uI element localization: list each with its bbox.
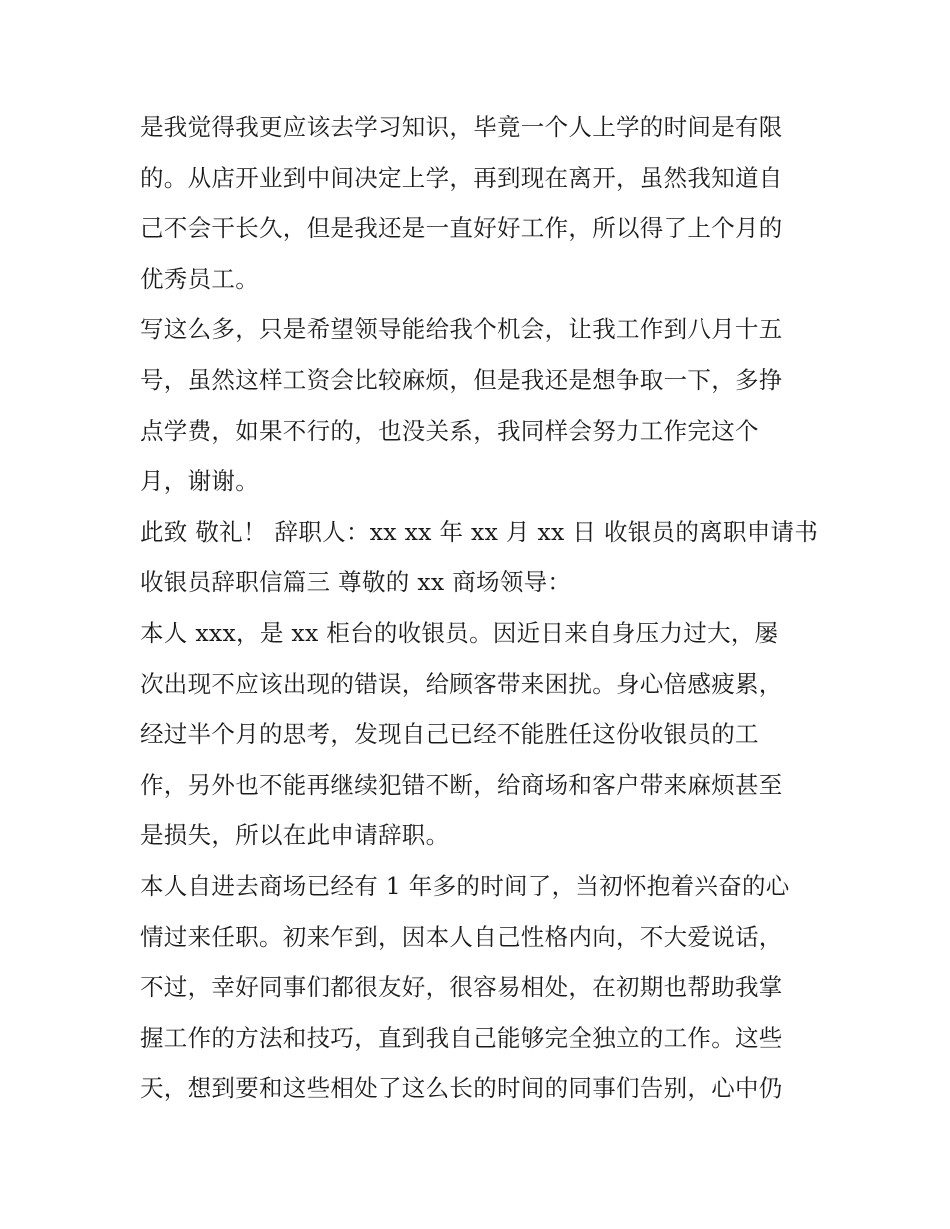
text-line: 己不会干长久，但是我还是一直好好工作，所以得了上个月的 bbox=[140, 214, 783, 243]
text-line: 天，想到要和这些相处了这么长的时间的同事们告别，心中仍 bbox=[140, 1074, 783, 1103]
text-line: 经过半个月的思考，发现自己已经不能胜任这份收银员的工 bbox=[140, 720, 759, 749]
text-line: 本人自进去商场已经有 1 年多的时间了，当初怀抱着兴奋的心 bbox=[140, 871, 790, 900]
text-line: 收银员辞职信篇三 尊敬的 xx 商场领导： bbox=[140, 568, 572, 597]
text-line: 点学费，如果不行的，也没关系，我同样会努力工作完这个 bbox=[140, 416, 759, 445]
text-line: 握工作的方法和技巧，直到我自己能够完全独立的工作。这些 bbox=[140, 1023, 783, 1052]
text-line: 情过来任职。初来乍到，因本人自己性格内向，不大爱说话， bbox=[140, 922, 783, 951]
text-line: 本人 xxx，是 xx 柜台的收银员。因近日来自身压力过大，屡 bbox=[140, 618, 779, 647]
text-line: 号，虽然这样工资会比较麻烦，但是我还是想争取一下，多挣 bbox=[140, 365, 783, 394]
text-line: 是损失，所以在此申请辞职。 bbox=[140, 821, 450, 850]
text-line: 的。从店开业到中间决定上学，再到现在离开，虽然我知道自 bbox=[140, 163, 783, 192]
text-line: 写这么多，只是希望领导能给我个机会，让我工作到八月十五 bbox=[140, 315, 783, 344]
text-line: 次出现不应该出现的错误，给顾客带来困扰。身心倍感疲累， bbox=[140, 669, 783, 698]
text-line: 此致 敬礼！ 辞职人：xx xx 年 xx 月 xx 日 收银员的离职申请书 bbox=[140, 517, 819, 546]
text-line: 是我觉得我更应该去学习知识，毕竟一个人上学的时间是有限 bbox=[140, 113, 783, 141]
document-body bbox=[140, 102, 830, 1114]
text-line: 优秀员工。 bbox=[140, 264, 259, 293]
text-line: 作，另外也不能再继续犯错不断，给商场和客户带来麻烦甚至 bbox=[140, 770, 783, 799]
text-line: 不过，幸好同事们都很友好，很容易相处，在初期也帮助我掌 bbox=[140, 973, 783, 1002]
text-line: 月，谢谢。 bbox=[140, 467, 259, 496]
